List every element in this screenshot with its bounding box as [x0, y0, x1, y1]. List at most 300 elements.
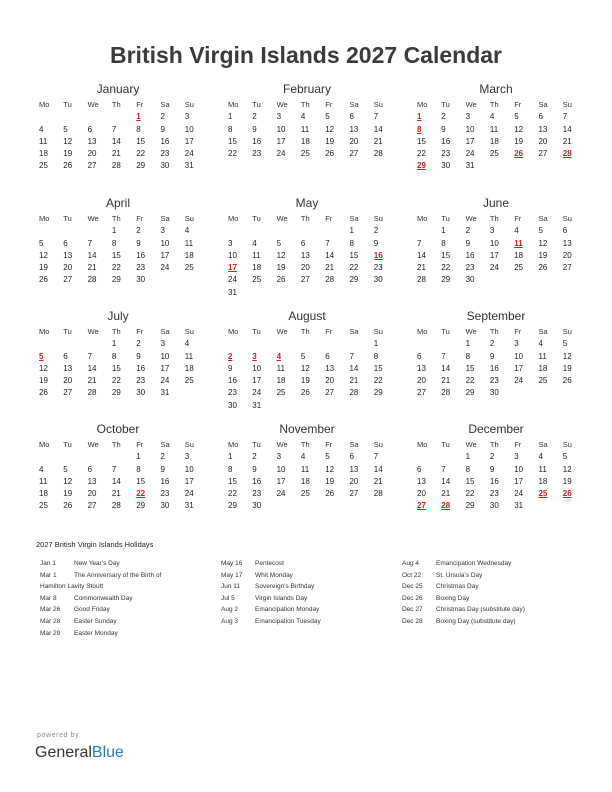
day: 30 [489, 501, 499, 511]
day: 7 [111, 464, 117, 474]
weekday-header: Mo [228, 440, 239, 449]
day: 11 [538, 464, 547, 474]
page-title: British Virgin Islands 2027 Calendar [110, 42, 502, 68]
day: 8 [136, 464, 141, 474]
empty-day [225, 225, 249, 237]
holiday-row [402, 593, 525, 605]
month-name: November [279, 422, 335, 436]
holiday-row [402, 558, 525, 570]
day: 16 [160, 476, 170, 486]
month-day-grid [36, 213, 200, 287]
holiday-name: Easter Monday [74, 629, 118, 637]
weekday-header: Su [184, 440, 194, 449]
day: 20 [63, 263, 73, 273]
month-name: June [482, 196, 510, 210]
empty-day [36, 338, 60, 350]
day: 2 [136, 339, 141, 349]
day: 15 [417, 136, 426, 146]
weekday-header: Sa [538, 214, 548, 223]
month-day-grid [225, 99, 389, 160]
day: 27 [325, 388, 335, 398]
weekday-header: Fr [136, 100, 144, 109]
day: 18 [514, 250, 524, 260]
day: 14 [441, 363, 451, 373]
day: 13 [538, 124, 548, 134]
holiday-row [402, 570, 525, 582]
day: 13 [63, 363, 73, 373]
day: 29 [349, 275, 359, 285]
day: 12 [325, 464, 335, 474]
day: 10 [489, 238, 499, 248]
holiday-date: Mar 1 [40, 571, 57, 579]
weekday-header: Mo [228, 327, 239, 336]
day: 25 [276, 388, 286, 398]
day: 12 [63, 136, 73, 146]
day: 20 [349, 136, 359, 146]
day: 8 [465, 464, 471, 474]
weekday-header: Su [373, 100, 383, 109]
empty-day [36, 451, 60, 463]
day: 28 [87, 275, 97, 285]
day: 10 [276, 124, 286, 134]
day: 26 [538, 263, 548, 273]
holiday-date: May 16 [221, 560, 243, 567]
weekday-header: Th [111, 100, 121, 109]
day: 6 [87, 124, 93, 134]
holiday-day: 27 [417, 501, 426, 511]
day: 24 [489, 263, 499, 273]
holiday-name: Easter Sunday [74, 617, 117, 625]
holiday-row [221, 581, 321, 593]
day: 6 [63, 238, 68, 248]
weekday-header: Tu [252, 214, 261, 223]
day: 28 [349, 388, 359, 398]
weekday-header: Sa [349, 214, 359, 223]
weekday-header: Th [489, 100, 499, 109]
holiday-row [40, 593, 161, 605]
holiday-date: Oct 22 [402, 571, 422, 579]
holiday-name: New Year's Day [74, 560, 120, 567]
day: 4 [538, 339, 543, 349]
day: 3 [228, 238, 233, 248]
day: 10 [184, 124, 194, 134]
holiday-row [40, 604, 161, 616]
weekday-header: We [87, 214, 99, 223]
day: 31 [252, 400, 262, 410]
day: 23 [489, 489, 499, 499]
empty-day [322, 225, 346, 237]
day: 13 [417, 476, 426, 486]
day: 8 [228, 464, 233, 474]
day: 26 [562, 376, 572, 386]
weekday-header: Tu [252, 100, 261, 109]
day: 20 [63, 376, 73, 386]
weekday-header: Sa [160, 327, 170, 336]
day: 1 [465, 452, 471, 462]
day: 22 [373, 376, 383, 386]
weekday-header: Mo [417, 440, 428, 449]
day: 28 [87, 388, 97, 398]
day: 24 [465, 149, 475, 159]
day: 22 [228, 149, 237, 159]
holiday-day: 22 [136, 489, 146, 499]
day: 5 [325, 112, 330, 122]
weekday-header: We [465, 214, 477, 223]
day: 21 [349, 376, 359, 386]
day: 24 [160, 263, 170, 273]
day: 31 [228, 287, 237, 297]
weekday-header: Mo [39, 327, 50, 336]
day: 18 [300, 136, 310, 146]
day: 19 [562, 363, 572, 373]
month-november [225, 422, 389, 513]
day: 2 [489, 452, 495, 462]
day: 14 [325, 250, 335, 260]
day: 23 [160, 149, 170, 159]
weekday-header: Fr [514, 100, 522, 109]
day: 14 [87, 363, 97, 373]
day: 6 [300, 238, 306, 248]
month-march [414, 82, 578, 173]
weekday-header: We [465, 100, 477, 109]
day: 23 [136, 263, 146, 273]
day: 15 [136, 136, 146, 146]
day: 25 [184, 376, 194, 386]
day: 8 [441, 238, 446, 248]
holiday-column [402, 558, 525, 628]
day: 30 [160, 501, 170, 511]
day: 18 [489, 136, 499, 146]
weekday-header: We [276, 327, 288, 336]
empty-day [36, 111, 60, 123]
day: 14 [373, 464, 383, 474]
day: 18 [538, 476, 548, 486]
weekday-header: Mo [417, 214, 428, 223]
weekday-header: Sa [349, 440, 359, 449]
empty-day [85, 111, 109, 123]
day: 15 [111, 363, 121, 373]
day: 30 [228, 400, 237, 410]
day: 23 [373, 263, 383, 273]
month-october [36, 422, 200, 513]
weekday-header: Tu [441, 440, 450, 449]
day: 27 [63, 388, 73, 398]
weekday-header: Th [300, 100, 310, 109]
weekday-header: Fr [325, 327, 333, 336]
day: 29 [465, 501, 475, 511]
empty-day [274, 225, 298, 237]
day: 10 [514, 351, 524, 361]
day: 2 [160, 112, 165, 122]
weekday-header: Tu [441, 327, 450, 336]
month-day-grid [414, 213, 578, 287]
weekday-header: Mo [39, 214, 50, 223]
day: 23 [465, 263, 475, 273]
day: 26 [39, 388, 48, 398]
weekday-header: Sa [160, 440, 170, 449]
day: 19 [39, 263, 48, 273]
holiday-date: May 17 [221, 571, 243, 579]
holiday-date: Aug 2 [221, 606, 238, 614]
empty-day [298, 338, 322, 350]
day: 6 [87, 464, 93, 474]
day: 4 [184, 226, 190, 236]
holiday-name: Commonwealth Day [74, 594, 133, 602]
day: 13 [87, 476, 97, 486]
day: 14 [87, 250, 97, 260]
holiday-name: Christmas Day (substitute day) [436, 606, 525, 614]
weekday-header: Sa [160, 214, 170, 223]
day: 31 [184, 161, 194, 171]
day: 23 [228, 388, 237, 398]
day: 10 [252, 363, 262, 373]
day: 12 [300, 363, 310, 373]
weekday-header: Sa [538, 440, 548, 449]
day: 9 [136, 351, 141, 361]
month-day-grid [414, 99, 578, 173]
empty-day [60, 225, 84, 237]
month-name: April [105, 196, 130, 210]
day: 28 [325, 275, 335, 285]
day: 1 [111, 226, 117, 236]
day: 14 [562, 124, 572, 134]
weekday-header: Su [184, 100, 194, 109]
day: 12 [39, 363, 48, 373]
day: 2 [489, 339, 495, 349]
month-may [225, 196, 389, 299]
day: 3 [276, 112, 282, 122]
day: 4 [489, 112, 495, 122]
day: 12 [514, 124, 524, 134]
holiday-row [40, 581, 161, 593]
month-august [225, 309, 389, 412]
day: 24 [514, 489, 524, 499]
day: 17 [276, 136, 286, 146]
day: 28 [373, 149, 383, 159]
day: 18 [538, 363, 548, 373]
day: 15 [136, 476, 146, 486]
day: 7 [441, 351, 446, 361]
day: 26 [276, 275, 286, 285]
day: 25 [39, 501, 48, 511]
weekday-header: Fr [136, 327, 144, 336]
month-january [36, 82, 200, 173]
day: 21 [373, 136, 383, 146]
day: 16 [441, 136, 451, 146]
day: 7 [349, 351, 354, 361]
day: 19 [514, 136, 524, 146]
weekday-header: Mo [39, 100, 50, 109]
month-july [36, 309, 200, 400]
day: 15 [465, 363, 475, 373]
holiday-row [402, 616, 525, 628]
day: 1 [465, 339, 471, 349]
weekday-header: We [87, 327, 99, 336]
holiday-row [221, 604, 321, 616]
day: 31 [514, 501, 524, 511]
weekday-header: Th [300, 440, 310, 449]
month-name: September [466, 309, 526, 323]
day: 11 [538, 351, 547, 361]
holiday-name: The Anniversary of the Birth of [74, 571, 162, 579]
day: 20 [300, 263, 310, 273]
empty-day [274, 338, 298, 350]
month-name: January [96, 82, 140, 96]
day: 21 [87, 263, 97, 273]
day: 3 [465, 112, 471, 122]
day: 17 [514, 363, 524, 373]
holiday-column [221, 558, 321, 628]
day: 10 [465, 124, 475, 134]
holiday-day: 1 [136, 112, 141, 122]
generalblue-logo[interactable] [35, 744, 124, 762]
day: 1 [349, 226, 354, 236]
weekday-header: We [276, 440, 288, 449]
empty-day [438, 338, 462, 350]
day: 16 [160, 136, 170, 146]
day: 12 [325, 124, 335, 134]
day: 13 [562, 238, 572, 248]
month-september [414, 309, 578, 400]
day: 26 [325, 149, 335, 159]
day: 21 [562, 136, 572, 146]
holiday-day: 11 [514, 238, 523, 248]
day: 27 [87, 501, 97, 511]
holiday-name: Whit Monday [255, 571, 293, 579]
day: 29 [228, 501, 237, 511]
day: 30 [441, 161, 451, 171]
day: 5 [514, 112, 519, 122]
weekday-header: We [276, 100, 288, 109]
empty-day [85, 225, 109, 237]
day: 7 [111, 124, 117, 134]
day: 24 [160, 376, 170, 386]
weekday-header: Th [111, 327, 121, 336]
day: 23 [252, 149, 262, 159]
weekday-header: Fr [325, 100, 333, 109]
day: 10 [514, 464, 524, 474]
day: 26 [63, 161, 73, 171]
day: 11 [39, 476, 48, 486]
holidays-title: 2027 British Virgin Islands Holidays [36, 540, 154, 549]
day: 8 [228, 124, 233, 134]
day: 15 [373, 363, 383, 373]
day: 10 [160, 238, 170, 248]
day: 3 [489, 226, 495, 236]
weekday-header: Su [373, 214, 383, 223]
holiday-name: Good Friday [74, 606, 110, 614]
holiday-name: Christmas Day [436, 583, 479, 591]
empty-day [298, 225, 322, 237]
weekday-header: Tu [441, 100, 450, 109]
day: 29 [136, 161, 146, 171]
day: 12 [562, 464, 572, 474]
day: 30 [160, 161, 170, 171]
day: 21 [325, 263, 335, 273]
day: 14 [373, 124, 383, 134]
holiday-day: 25 [538, 489, 548, 499]
day: 7 [373, 112, 379, 122]
holiday-date: Dec 25 [402, 583, 423, 591]
day: 3 [276, 452, 282, 462]
day: 18 [184, 363, 194, 373]
holiday-day: 16 [373, 250, 383, 260]
day: 9 [465, 238, 471, 248]
day: 25 [514, 263, 524, 273]
day: 20 [87, 149, 97, 159]
empty-day [249, 225, 273, 237]
weekday-header: Su [373, 440, 383, 449]
day: 8 [373, 351, 379, 361]
day: 24 [184, 149, 194, 159]
day: 30 [373, 275, 383, 285]
empty-day [109, 451, 133, 463]
day: 7 [87, 238, 93, 248]
empty-day [322, 338, 346, 350]
holiday-date: Jul 5 [221, 594, 235, 602]
weekday-header: Tu [63, 100, 72, 109]
day: 9 [136, 238, 141, 248]
day: 21 [373, 476, 383, 486]
holiday-name: Boxing Day (substitute day) [436, 617, 516, 625]
day: 2 [160, 452, 165, 462]
weekday-header: Su [184, 327, 194, 336]
day: 17 [184, 476, 194, 486]
day: 13 [325, 363, 335, 373]
day: 15 [349, 250, 359, 260]
day: 7 [87, 351, 93, 361]
day: 14 [417, 250, 426, 260]
day: 25 [252, 275, 262, 285]
holiday-day: 28 [562, 149, 572, 159]
day: 24 [514, 376, 524, 386]
day: 11 [39, 136, 48, 146]
day: 2 [373, 226, 379, 236]
day: 4 [514, 226, 519, 236]
day: 25 [300, 149, 310, 159]
weekday-header: Tu [63, 327, 72, 336]
day: 1 [136, 452, 141, 462]
holiday-day: 1 [417, 112, 422, 122]
day: 9 [489, 351, 495, 361]
empty-day [60, 111, 84, 123]
day: 24 [252, 388, 262, 398]
day: 8 [111, 238, 117, 248]
weekday-header: Th [489, 327, 499, 336]
holiday-date: Mar 28 [40, 617, 61, 625]
day: 5 [300, 351, 306, 361]
day: 5 [325, 452, 330, 462]
empty-day [414, 225, 438, 237]
holiday-name: St. Ursula's Day [436, 571, 483, 579]
day: 11 [252, 250, 261, 260]
day: 22 [111, 263, 121, 273]
day: 17 [184, 136, 194, 146]
holiday-day: 5 [39, 351, 44, 361]
holiday-day: 26 [514, 149, 524, 159]
day: 20 [562, 250, 572, 260]
day: 21 [441, 489, 451, 499]
month-name: December [468, 422, 524, 436]
weekday-header: Sa [538, 327, 548, 336]
day: 22 [136, 149, 146, 159]
day: 22 [465, 489, 475, 499]
day: 17 [465, 136, 475, 146]
month-december [414, 422, 578, 513]
weekday-header: Fr [325, 214, 333, 223]
weekday-header: Sa [160, 100, 170, 109]
day: 9 [373, 238, 379, 248]
